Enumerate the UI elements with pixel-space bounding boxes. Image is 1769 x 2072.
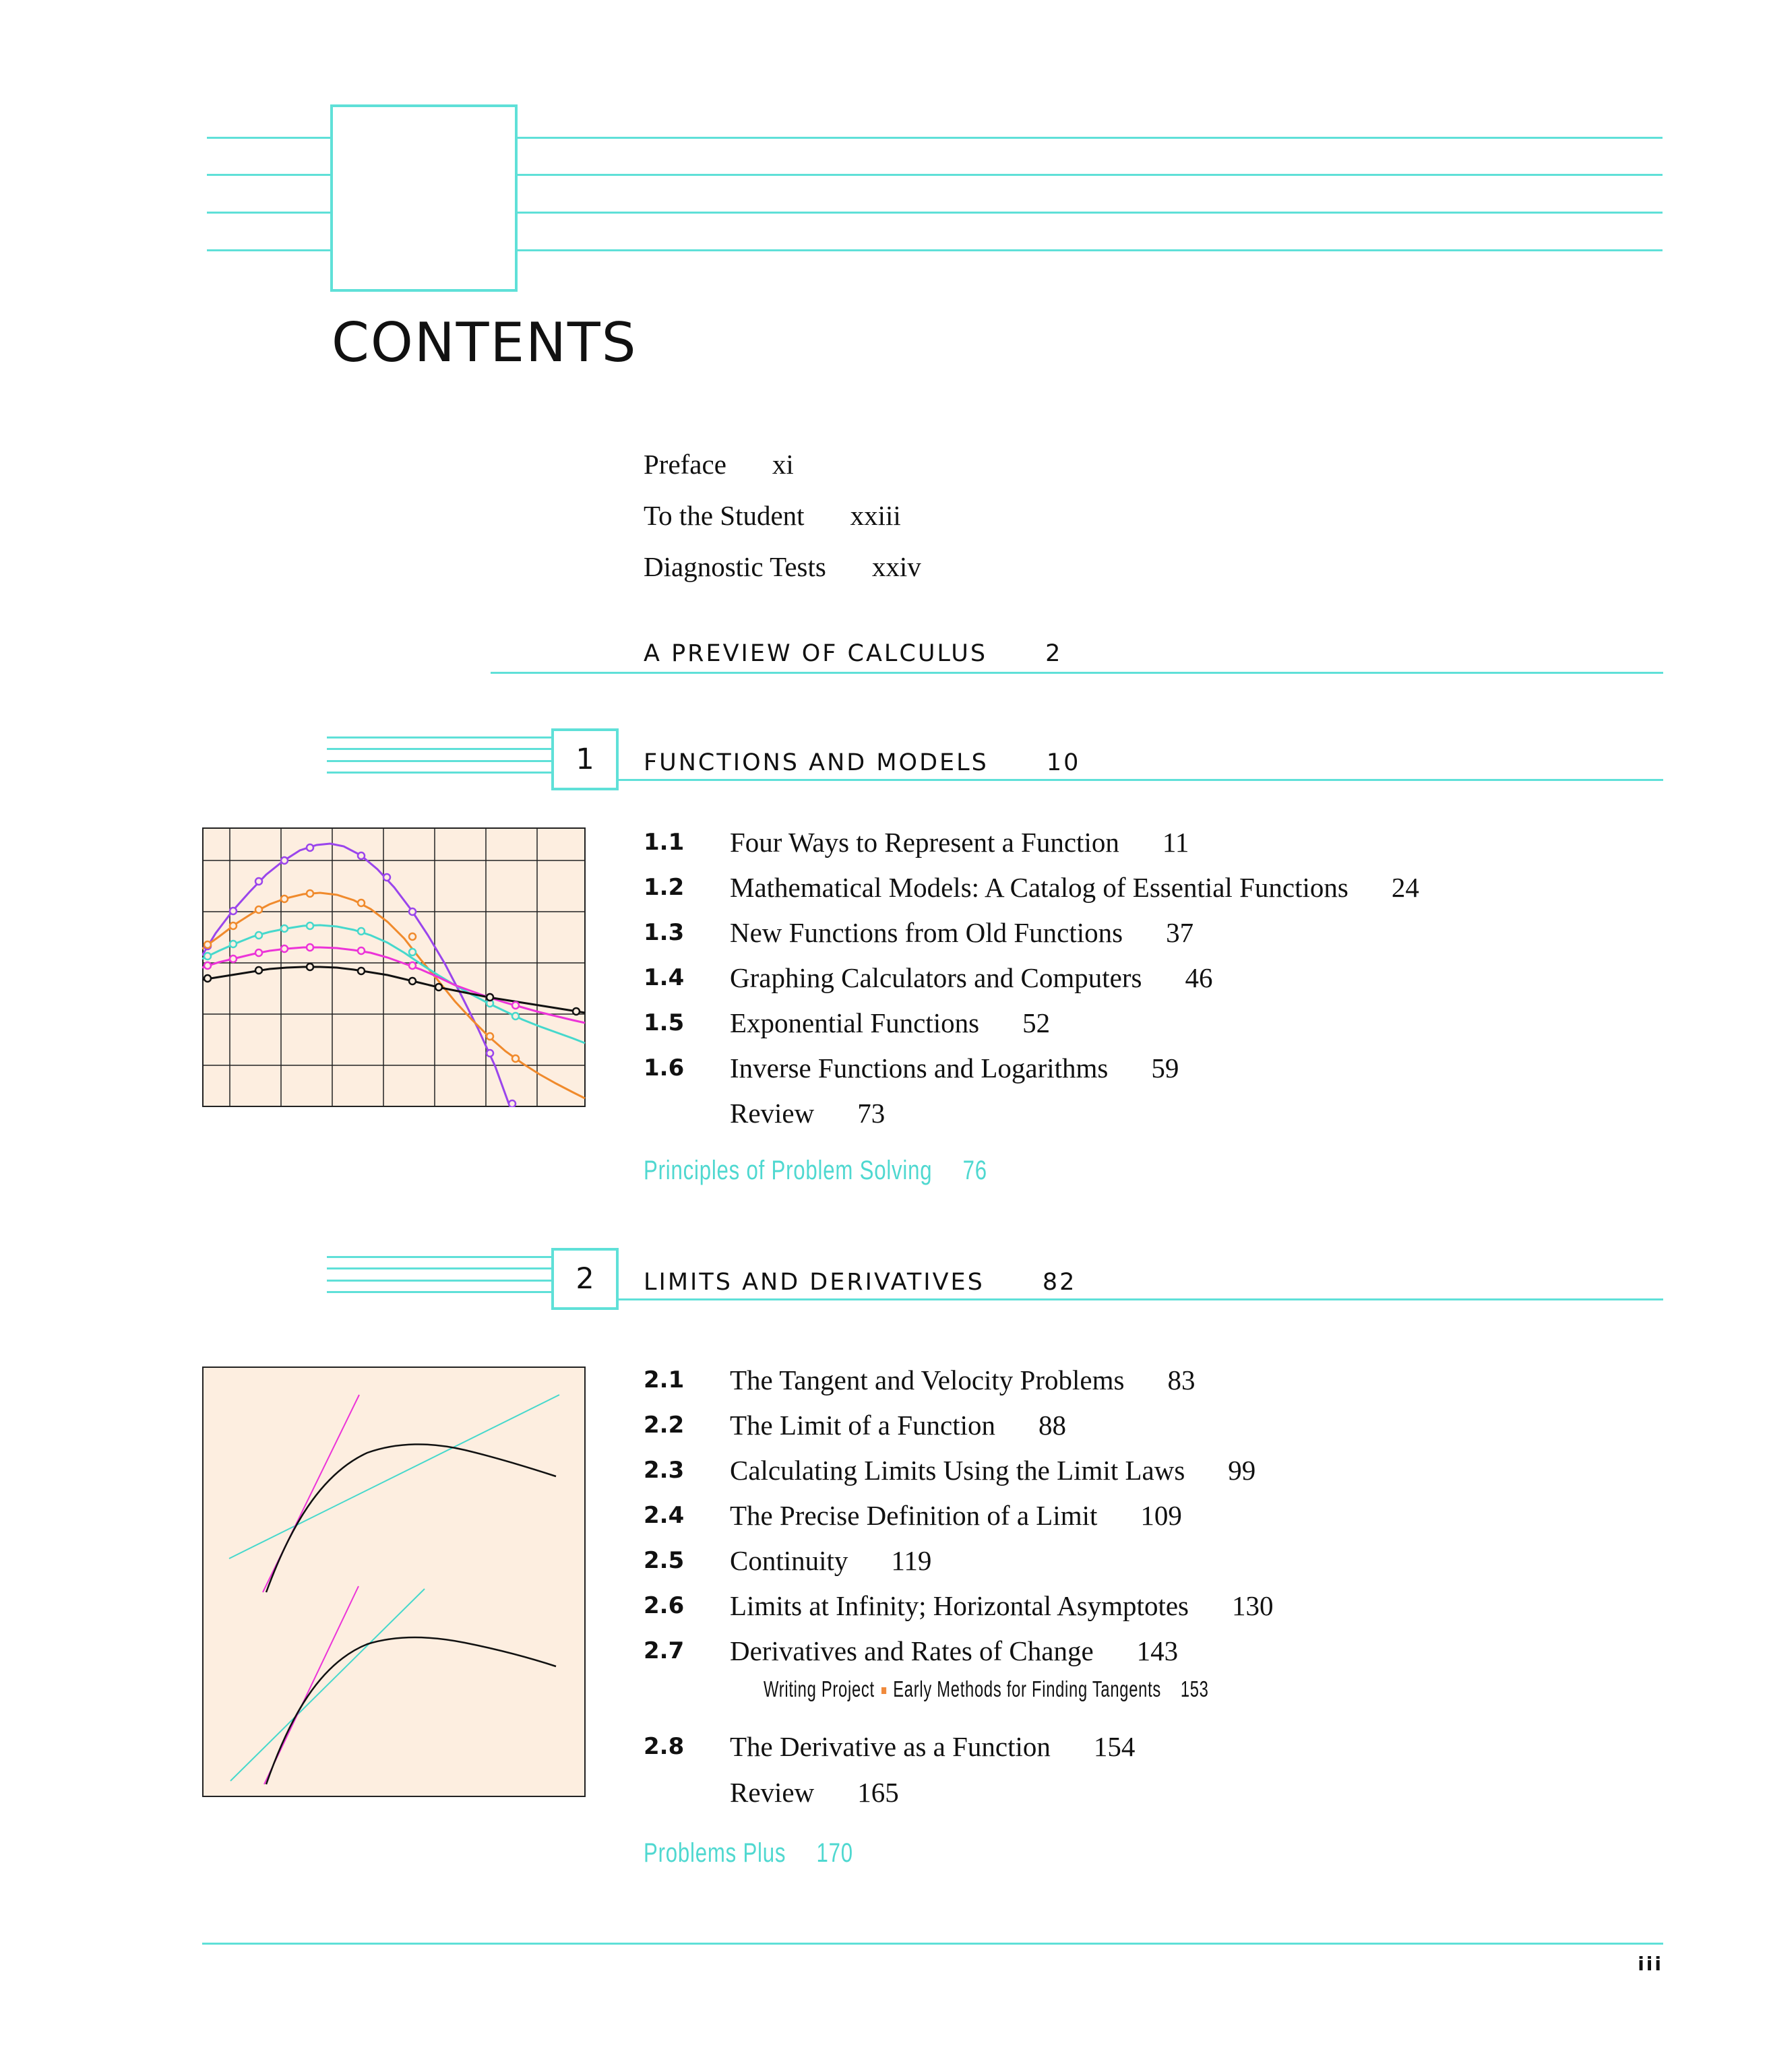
chapter-number: 1 (576, 743, 594, 776)
section-title: The Derivative as a Function (730, 1731, 1051, 1762)
front-item-label: Diagnostic Tests (644, 551, 826, 582)
chapter-rule (327, 1291, 553, 1293)
writing-project-label: Writing Project (764, 1676, 875, 1701)
preview-label: A PREVIEW OF CALCULUS (644, 640, 988, 667)
section-page: 24 (1391, 872, 1419, 903)
section-title: Mathematical Models: A Catalog of Essential Functions (730, 872, 1348, 903)
section-title: Calculating Limits Using the Limit Laws (730, 1455, 1185, 1486)
section-page: 119 (891, 1545, 932, 1576)
extra-label: Principles of Problem Solving (644, 1156, 933, 1185)
front-item-page: xxiii (850, 500, 901, 531)
preview-rule (491, 672, 1663, 674)
section-title: Derivatives and Rates of Change (730, 1635, 1094, 1666)
section-title: The Precise Definition of a Limit (730, 1500, 1098, 1531)
section-page: 37 (1166, 917, 1194, 948)
footer-rule (202, 1943, 1663, 1945)
writing-project-entry[interactable] (764, 1676, 1209, 1702)
front-item-page: xi (772, 449, 794, 480)
extra-page: 170 (816, 1838, 853, 1868)
section-number: 1.3 (644, 919, 685, 946)
section-title: Graphing Calculators and Computers (730, 962, 1142, 993)
section-page: 130 (1231, 1590, 1274, 1621)
front-item-label: Preface (644, 449, 726, 480)
section-title: Review (730, 1098, 815, 1129)
chapter-rule (327, 772, 553, 774)
problems-plus-link[interactable] (644, 1838, 853, 1869)
section-page: 88 (1038, 1410, 1066, 1441)
chapter-number: 2 (576, 1262, 594, 1296)
section-title: The Limit of a Function (730, 1410, 995, 1441)
writing-project-title: Early Methods for Finding Tangents (893, 1676, 1162, 1701)
bullet-square-icon (881, 1687, 886, 1694)
section-title: Inverse Functions and Logarithms (730, 1053, 1109, 1084)
chapter-rule (619, 1298, 1663, 1300)
section-page: 11 (1162, 827, 1189, 858)
section-page: 154 (1093, 1731, 1136, 1762)
chapter-page: 10 (1046, 749, 1081, 776)
chapter-rule (327, 736, 553, 739)
section-title: New Functions from Old Functions (730, 917, 1123, 948)
principles-of-problem-solving-link[interactable] (644, 1156, 987, 1186)
front-item-to-the-student[interactable] (644, 499, 901, 532)
section-page: 46 (1185, 962, 1213, 993)
chapter-rule (327, 1256, 553, 1258)
page-number: iii (1638, 1953, 1663, 1975)
chapter-2-tangent-illustration (202, 1367, 586, 1798)
chapter-rule (327, 1280, 553, 1282)
preview-page: 2 (1045, 640, 1063, 667)
chapter-heading[interactable] (644, 1269, 1076, 1296)
writing-project-page: 153 (1180, 1676, 1209, 1701)
chapter-number-box (551, 728, 619, 790)
section-number: 1.5 (644, 1009, 685, 1036)
section-title: Review (730, 1777, 815, 1808)
section-title: Exponential Functions (730, 1007, 980, 1038)
chapter-number-box (551, 1248, 619, 1310)
section-page: 99 (1228, 1455, 1256, 1486)
section-number: 2.1 (644, 1367, 685, 1393)
section-page: 83 (1167, 1364, 1196, 1395)
section-number: 2.7 (644, 1637, 685, 1664)
front-item-label: To the Student (644, 500, 805, 531)
section-number: 2.8 (644, 1733, 685, 1760)
section-number: 1.1 (644, 829, 685, 856)
extra-page: 76 (962, 1156, 987, 1185)
section-page: 73 (857, 1098, 886, 1129)
section-number: 1.4 (644, 964, 685, 991)
section-page: 143 (1136, 1635, 1179, 1666)
section-title: Four Ways to Represent a Function (730, 827, 1119, 858)
chapter-heading[interactable] (644, 749, 1080, 776)
section-page: 109 (1140, 1500, 1182, 1531)
section-number: 2.3 (644, 1457, 685, 1484)
section-number: 2.2 (644, 1412, 685, 1439)
section-number: 1.6 (644, 1055, 685, 1081)
section-page: 59 (1151, 1053, 1179, 1084)
extra-label: Problems Plus (644, 1838, 786, 1868)
section-number: 2.6 (644, 1592, 685, 1619)
chapter-page: 82 (1042, 1269, 1077, 1296)
preview-heading[interactable] (644, 640, 1062, 667)
chapter-title: LIMITS AND DERIVATIVES (644, 1269, 985, 1296)
chapter-title: FUNCTIONS AND MODELS (644, 749, 989, 776)
section-title: The Tangent and Velocity Problems (730, 1364, 1125, 1395)
header-box (330, 104, 518, 292)
section-number: 2.4 (644, 1502, 685, 1529)
section-title: Limits at Infinity; Horizontal Asymptotes (730, 1590, 1189, 1621)
front-item-page: xxiv (871, 551, 921, 582)
chapter-rule (327, 748, 553, 750)
chapter-rule (327, 1267, 553, 1269)
section-title: Continuity (730, 1545, 848, 1576)
chapter-rule (327, 760, 553, 762)
front-item-preface[interactable] (644, 448, 794, 480)
section-number: 2.5 (644, 1547, 685, 1574)
chapter-rule (619, 779, 1663, 781)
front-item-diagnostic-tests[interactable] (644, 551, 921, 583)
page-title: CONTENTS (332, 311, 638, 374)
section-page: 165 (857, 1777, 899, 1808)
section-page: 52 (1022, 1007, 1051, 1038)
section-number: 1.2 (644, 874, 685, 901)
chapter-1-graph-illustration (202, 827, 586, 1107)
graph-panel (203, 1367, 585, 1796)
